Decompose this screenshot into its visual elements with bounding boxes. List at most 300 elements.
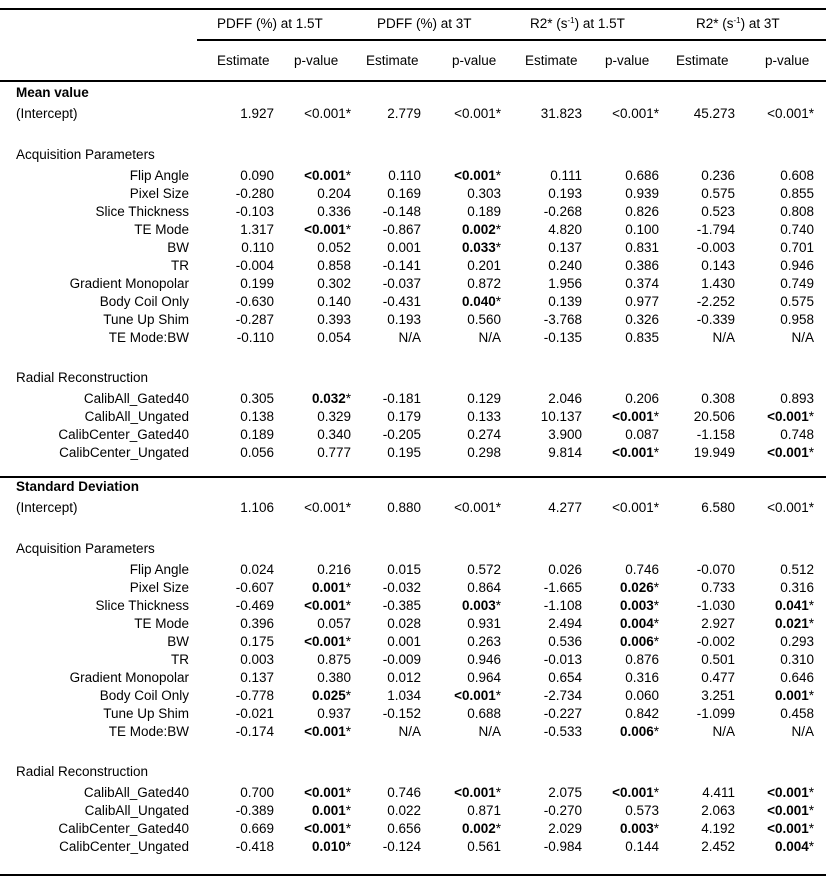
table-row [0,203,831,221]
significance-asterisk: * [808,445,814,460]
column-header-row [0,52,831,70]
estimate-cell: 2.046 [548,391,582,406]
significance-asterisk: * [345,724,351,739]
estimate-cell: 0.240 [548,258,582,273]
estimate-cell: 0.523 [701,204,735,219]
p-value-cell [620,633,659,651]
p-value-cell [620,579,659,597]
r2-suffix: ) at 3T [740,16,780,31]
estimate-cell: 2.452 [701,839,735,854]
table-row [0,239,831,257]
estimate-cell: -0.630 [235,294,274,309]
p-value-cell: 0.931 [467,616,501,631]
significant-value: <0.001 [454,688,496,703]
p-value-cell: 0.052 [317,240,351,255]
significance-asterisk: * [808,785,814,800]
p-value-cell [304,167,351,185]
p-value-cell: <0.001* [767,500,814,515]
significant-value: 0.032 [311,391,346,406]
estimate-cell: -0.141 [382,258,421,273]
estimate-cell: -3.768 [543,312,582,327]
estimate-cell: -0.037 [382,276,421,291]
table-row [0,802,831,820]
significance-asterisk: * [653,634,659,649]
p-value-cell: 0.302 [317,276,351,291]
estimate-cell: -0.867 [382,222,421,237]
estimate-cell: -0.152 [382,706,421,721]
section-title: Standard Deviation [16,479,140,494]
group-title: Acquisition Parameters [16,147,155,162]
estimate-cell: 0.139 [548,294,582,309]
estimate-cell: -0.124 [382,839,421,854]
p-value-cell: 0.831 [625,240,659,255]
estimate-cell: 0.143 [701,258,735,273]
estimate-cell: 0.195 [387,445,421,460]
p-value-cell: 0.561 [467,839,501,854]
p-value-cell: 0.458 [780,706,814,721]
p-value-cell [462,239,501,257]
p-value-cell: 0.144 [625,839,659,854]
significance-asterisk: * [808,409,814,424]
p-value-cell [304,723,351,741]
p-value-cell: 0.303 [467,186,501,201]
table-row [0,669,831,687]
significant-value: 0.026 [619,580,654,595]
p-value-cell [312,687,351,705]
significant-value: <0.001 [304,598,346,613]
estimate-cell: -0.103 [235,204,274,219]
estimate-cell: -0.268 [543,204,582,219]
column-header-p-value: p-value [294,53,339,68]
significant-value: 0.003 [619,598,654,613]
significance-asterisk: * [345,222,351,237]
estimate-cell: 0.015 [387,562,421,577]
estimate-cell: N/A [712,724,735,739]
estimate-cell: -0.174 [235,724,274,739]
p-value-cell [312,838,351,856]
row-label: CalibCenter_Ungated [59,839,189,854]
table-row [0,784,831,802]
estimate-cell: 31.823 [540,106,582,121]
row-label: CalibAll_Ungated [84,803,189,818]
p-value-cell: 0.826 [625,204,659,219]
p-value-cell: 0.701 [780,240,814,255]
p-value-cell [304,633,351,651]
p-value-cell: 0.054 [317,330,351,345]
estimate-cell: 20.506 [693,409,735,424]
p-value-cell: 0.858 [317,258,351,273]
p-value-cell: 0.572 [467,562,501,577]
p-value-cell [454,167,501,185]
p-value-cell: 0.316 [780,580,814,595]
estimate-cell: 4.820 [548,222,582,237]
p-value-cell [767,802,814,820]
significance-asterisk: * [653,409,659,424]
estimate-cell: 0.003 [240,652,274,667]
estimate-cell: -0.205 [382,427,421,442]
row-label: Body Coil Only [99,294,189,309]
p-value-cell: 0.964 [467,670,501,685]
table-row [0,293,831,311]
table-row [0,444,831,462]
estimate-cell: -1.030 [696,598,735,613]
p-value-cell: 0.374 [625,276,659,291]
table-row [0,705,831,723]
p-value-cell: 0.326 [625,312,659,327]
table-row [0,561,831,579]
estimate-cell: 0.001 [387,634,421,649]
significance-asterisk: * [808,598,814,613]
p-value-cell: 0.958 [780,312,814,327]
estimate-cell: -0.778 [235,688,274,703]
significant-value: <0.001 [304,724,346,739]
p-value-cell: 0.133 [467,409,501,424]
significant-value: 0.002 [461,222,496,237]
significance-asterisk: * [345,785,351,800]
estimate-cell: 0.056 [240,445,274,460]
p-value-cell: 0.512 [780,562,814,577]
p-value-cell: 0.204 [317,186,351,201]
r2-suffix: ) at 1.5T [574,16,625,31]
row-label: TR [171,652,189,667]
p-value-cell: <0.001* [612,500,659,515]
estimate-cell: 0.189 [240,427,274,442]
table-row [0,687,831,705]
significant-value: <0.001 [304,821,346,836]
estimate-cell: 0.733 [701,580,735,595]
estimate-cell: 1.317 [240,222,274,237]
estimate-cell: 0.022 [387,803,421,818]
estimate-cell: 4.411 [702,785,735,800]
estimate-cell: -1.099 [696,706,735,721]
significance-asterisk: * [495,168,501,183]
table-row [0,633,831,651]
table-row [0,408,831,426]
significant-value: <0.001 [304,634,346,649]
row-label: TE Mode:BW [108,724,189,739]
row-label: CalibAll_Gated40 [83,785,189,800]
p-value-cell: 0.946 [467,652,501,667]
p-value-cell: 0.977 [625,294,659,309]
estimate-cell: 0.700 [240,785,274,800]
table-row [0,275,831,293]
row-label: Slice Thickness [95,204,189,219]
significance-asterisk: * [495,240,501,255]
table-row [0,221,831,239]
estimate-cell: 0.880 [387,500,421,515]
p-value-cell [304,597,351,615]
column-header-p-value: p-value [605,53,650,68]
row-label: Pixel Size [129,580,189,595]
top-rule [0,8,826,10]
estimate-cell: 0.501 [701,652,735,667]
r2-prefix: R2* (s [530,16,568,31]
group-header-pdff-3t: PDFF (%) at 3T [377,16,472,31]
group-header-r2-3t [696,15,780,33]
estimate-cell: -0.013 [543,652,582,667]
significance-asterisk: * [495,598,501,613]
estimate-cell: 0.024 [240,562,274,577]
estimate-cell: -0.469 [235,598,274,613]
estimate-cell: -0.021 [235,706,274,721]
significance-asterisk: * [345,634,351,649]
row-label: CalibCenter_Ungated [59,445,189,460]
row-label: Gradient Monopolar [69,276,189,291]
p-value-cell: 0.298 [467,445,501,460]
p-value-cell: 0.893 [780,391,814,406]
row-label: CalibAll_Ungated [84,409,189,424]
p-value-cell: <0.001* [304,500,351,515]
significant-value: 0.040 [461,294,496,309]
significance-asterisk: * [345,839,351,854]
row-label: TE Mode [134,616,189,631]
estimate-cell: -0.280 [235,186,274,201]
row-label: Flip Angle [129,562,189,577]
significant-value: 0.002 [461,821,496,836]
p-value-cell [462,293,501,311]
column-header-p-value: p-value [452,53,497,68]
significant-value: 0.001 [774,688,809,703]
estimate-cell: 0.137 [240,670,274,685]
significant-value: <0.001 [612,445,654,460]
estimate-cell: 2.075 [548,785,582,800]
p-value-cell [612,408,659,426]
significance-asterisk: * [808,803,814,818]
p-value-cell: 0.386 [625,258,659,273]
estimate-cell: -0.070 [696,562,735,577]
significant-value: 0.001 [311,580,346,595]
table-row [0,311,831,329]
p-value-cell [620,597,659,615]
estimate-cell: N/A [712,330,735,345]
p-value-cell [767,820,814,838]
p-value-cell: <0.001* [767,106,814,121]
table-row [0,329,831,347]
p-value-cell: 0.380 [317,670,351,685]
estimate-cell: 0.138 [240,409,274,424]
estimate-cell: 0.193 [548,186,582,201]
p-value-cell [462,820,501,838]
p-value-cell [620,723,659,741]
r2-prefix: R2* (s [696,16,734,31]
estimate-cell: -0.032 [382,580,421,595]
significance-asterisk: * [345,391,351,406]
significant-value: 0.006 [619,724,654,739]
table-row [0,579,831,597]
row-label: TR [171,258,189,273]
p-value-cell: 0.057 [317,616,351,631]
significant-value: 0.006 [619,634,654,649]
p-value-cell [620,615,659,633]
row-label: Slice Thickness [95,598,189,613]
p-value-cell: 0.274 [467,427,501,442]
estimate-cell: 2.927 [701,616,735,631]
group-title: Radial Reconstruction [16,370,149,385]
significant-value: 0.021 [774,616,809,631]
estimate-cell: 0.669 [240,821,274,836]
p-value-cell [312,802,351,820]
significant-value: <0.001 [304,785,346,800]
p-value-cell: 0.876 [625,652,659,667]
group-title: Radial Reconstruction [16,764,149,779]
significance-asterisk: * [345,598,351,613]
estimate-cell: 0.236 [701,168,735,183]
estimate-cell: 0.110 [388,168,421,183]
significance-asterisk: * [653,785,659,800]
significance-asterisk: * [345,580,351,595]
significant-value: 0.003 [619,821,654,836]
estimate-cell: 0.193 [387,312,421,327]
p-value-cell: 0.871 [467,803,501,818]
table-row [0,597,831,615]
significant-value: <0.001 [767,409,809,424]
significant-value: <0.001 [454,168,496,183]
group-title-row [0,763,831,781]
estimate-cell: N/A [398,724,421,739]
estimate-cell: 1.956 [548,276,582,291]
p-value-cell: 0.140 [317,294,351,309]
p-value-cell: <0.001* [454,500,501,515]
estimate-cell: -0.418 [235,839,274,854]
estimate-cell: -0.431 [382,294,421,309]
estimate-cell: 3.900 [548,427,582,442]
p-value-cell: 0.100 [625,222,659,237]
section-title-row [0,478,831,496]
estimate-cell: -0.287 [235,312,274,327]
bottom-rule [0,874,826,876]
estimate-cell: -0.984 [543,839,582,854]
significant-value: 0.041 [774,598,809,613]
p-value-cell: 0.316 [625,670,659,685]
p-value-cell [767,784,814,802]
estimate-cell: 19.949 [693,445,735,460]
estimate-cell: 0.536 [548,634,582,649]
group-title: Acquisition Parameters [16,541,155,556]
table-row [0,820,831,838]
estimate-cell: 0.028 [387,616,421,631]
p-value-cell: 0.206 [625,391,659,406]
estimate-cell: -0.148 [382,204,421,219]
estimate-cell: 9.814 [548,445,582,460]
estimate-cell: 4.277 [548,500,582,515]
estimate-cell: 2.029 [548,821,582,836]
p-value-cell: N/A [791,330,814,345]
intercept-row [0,105,831,123]
estimate-cell: 45.273 [693,106,735,121]
row-label: Flip Angle [129,168,189,183]
p-value-cell: N/A [478,724,501,739]
p-value-cell [304,784,351,802]
estimate-cell: 0.137 [548,240,582,255]
table-row [0,167,831,185]
p-value-cell: 0.575 [780,294,814,309]
table-row [0,390,831,408]
significance-asterisk: * [495,785,501,800]
estimate-cell: -0.009 [382,652,421,667]
estimate-cell: 0.090 [240,168,274,183]
column-header-estimate: Estimate [217,53,270,68]
column-header-estimate: Estimate [525,53,578,68]
p-value-cell: 0.864 [467,580,501,595]
significant-value: 0.004 [774,839,809,854]
p-value-cell: 0.129 [467,391,501,406]
table-row [0,426,831,444]
row-label: TE Mode [134,222,189,237]
p-value-cell: <0.001* [612,106,659,121]
p-value-cell: 0.842 [625,706,659,721]
significance-asterisk: * [345,688,351,703]
significant-value: <0.001 [767,445,809,460]
row-label: Body Coil Only [99,688,189,703]
header-bottom-rule [0,80,826,82]
significant-value: <0.001 [304,168,346,183]
significance-asterisk: * [345,168,351,183]
p-value-cell: <0.001* [304,106,351,121]
row-label: Pixel Size [129,186,189,201]
significant-value: <0.001 [767,821,809,836]
significant-value: <0.001 [454,785,496,800]
p-value-cell [612,444,659,462]
p-value-cell: 0.777 [317,445,351,460]
estimate-cell: -0.135 [543,330,582,345]
estimate-cell: 1.106 [240,500,274,515]
estimate-cell: 0.654 [548,670,582,685]
p-value-cell: 0.060 [625,688,659,703]
significant-value: 0.033 [461,240,496,255]
estimate-cell: 0.305 [240,391,274,406]
table-row [0,615,831,633]
p-value-cell [312,390,351,408]
estimate-cell: 0.179 [387,409,421,424]
p-value-cell [775,687,814,705]
section-title: Mean value [16,85,89,100]
row-label: BW [167,240,189,255]
table-row [0,651,831,669]
p-value-cell: 0.939 [625,186,659,201]
significance-asterisk: * [653,580,659,595]
estimate-cell: -0.002 [696,634,735,649]
significance-asterisk: * [495,688,501,703]
p-value-cell: 0.946 [780,258,814,273]
table-row [0,723,831,741]
estimate-cell: 1.927 [240,106,274,121]
estimate-cell: -0.389 [235,803,274,818]
estimate-cell: 0.012 [387,670,421,685]
p-value-cell [312,579,351,597]
estimate-cell: -1.794 [696,222,735,237]
p-value-cell: 0.560 [467,312,501,327]
r2-superscript: -1 [567,16,575,25]
estimate-cell: 0.656 [387,821,421,836]
significance-asterisk: * [653,821,659,836]
p-value-cell: 0.748 [780,427,814,442]
estimate-cell: -1.158 [696,427,735,442]
significance-asterisk: * [495,222,501,237]
estimate-cell: -2.734 [543,688,582,703]
estimate-cell: -1.108 [543,598,582,613]
estimate-cell: -0.270 [543,803,582,818]
p-value-cell [454,784,501,802]
group-header-rule [197,39,826,41]
estimate-cell: 0.308 [701,391,735,406]
group-header-r2-15t [530,15,625,33]
estimate-cell: 0.111 [550,168,582,183]
significant-value: 0.025 [311,688,346,703]
estimate-cell: N/A [398,330,421,345]
p-value-cell: 0.646 [780,670,814,685]
significant-value: <0.001 [767,785,809,800]
estimate-cell: 2.779 [387,106,421,121]
